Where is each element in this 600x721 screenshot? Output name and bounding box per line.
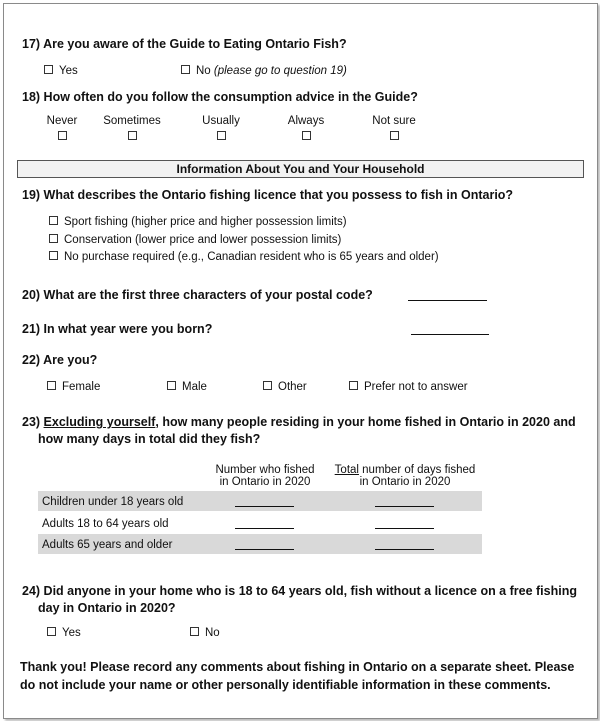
checkbox[interactable] bbox=[49, 234, 58, 243]
checkbox[interactable] bbox=[49, 216, 58, 225]
q20-question: 20) What are the first three characters of your postal code? bbox=[22, 288, 373, 302]
q18-option-sometimes[interactable]: Sometimes bbox=[97, 115, 167, 143]
q23-question-line2: how many days in total did they fish? bbox=[38, 432, 261, 446]
q23-emphasis: Excluding yourself bbox=[43, 415, 156, 429]
birth-year-field[interactable] bbox=[411, 334, 489, 335]
table-row-label-adults: Adults 18 to 64 years old bbox=[42, 518, 169, 530]
checkbox[interactable] bbox=[44, 65, 53, 74]
checkbox[interactable] bbox=[49, 251, 58, 260]
adults-count-field[interactable] bbox=[235, 528, 294, 529]
q19-question: 19) What describes the Ontario fishing licence that you possess to fish in Ontario? bbox=[22, 188, 514, 202]
q23-col-header-people: Number who fished in Ontario in 2020 bbox=[215, 464, 315, 488]
table-row-label-children: Children under 18 years old bbox=[42, 496, 184, 508]
q22-option-other[interactable]: Other bbox=[263, 381, 307, 393]
q24-question-line2: day in Ontario in 2020? bbox=[38, 601, 176, 615]
table-row-label-seniors: Adults 65 years and older bbox=[42, 539, 173, 551]
checkbox[interactable] bbox=[47, 381, 56, 390]
q24-question-line1: 24) Did anyone in your home who is 18 to 64 years old, fish without a licence on a free fishing bbox=[22, 584, 577, 598]
q17-question: 17) Are you aware of the Guide to Eating Ontario Fish? bbox=[22, 37, 347, 51]
q18-question: 18) How often do you follow the consumption advice in the Guide? bbox=[22, 90, 418, 104]
q22-option-prefer-not[interactable]: Prefer not to answer bbox=[349, 381, 468, 393]
q18-option-not-sure[interactable]: Not sure bbox=[362, 115, 426, 143]
checkbox[interactable] bbox=[349, 381, 358, 390]
q24-option-no[interactable]: No bbox=[190, 627, 220, 639]
closing-line1: Thank you! Please record any comments about fishing in Ontario on a separate sheet. Please bbox=[20, 660, 575, 674]
q18-option-usually[interactable]: Usually bbox=[191, 115, 251, 143]
section-header: Information About You and Your Household bbox=[17, 160, 584, 178]
checkbox[interactable] bbox=[390, 131, 399, 140]
children-days-field[interactable] bbox=[375, 506, 434, 507]
q24-option-yes[interactable]: Yes bbox=[47, 627, 81, 639]
adults-days-field[interactable] bbox=[375, 528, 434, 529]
checkbox[interactable] bbox=[47, 627, 56, 636]
q21-question: 21) In what year were you born? bbox=[22, 322, 213, 336]
checkbox[interactable] bbox=[167, 381, 176, 390]
q18-option-never[interactable]: Never bbox=[32, 115, 92, 143]
q22-option-female[interactable]: Female bbox=[47, 381, 100, 393]
checkbox[interactable] bbox=[128, 131, 137, 140]
seniors-days-field[interactable] bbox=[375, 549, 434, 550]
q22-question: 22) Are you? bbox=[22, 353, 98, 367]
q19-option-sport[interactable]: Sport fishing (higher price and higher possession limits) bbox=[49, 216, 347, 228]
checkbox[interactable] bbox=[58, 131, 67, 140]
q23-question-line1: 23) Excluding yourself, how many people residing in your home fished in Ontario in 2020 and bbox=[22, 415, 576, 429]
q23-col-header-days: Total number of days fished in Ontario in 2020 bbox=[334, 464, 476, 488]
q19-option-no-purchase[interactable]: No purchase required (e.g., Canadian resident who is 65 years and older) bbox=[49, 251, 439, 263]
checkbox[interactable] bbox=[181, 65, 190, 74]
postal-code-field[interactable] bbox=[408, 300, 487, 301]
closing-line2: do not include your name or other personally identifiable information in these comments. bbox=[20, 678, 551, 692]
checkbox[interactable] bbox=[302, 131, 311, 140]
children-count-field[interactable] bbox=[235, 506, 294, 507]
q22-option-male[interactable]: Male bbox=[167, 381, 207, 393]
seniors-count-field[interactable] bbox=[235, 549, 294, 550]
q17-no-note: (please go to question 19) bbox=[213, 65, 347, 77]
q19-option-conservation[interactable]: Conservation (lower price and lower possession limits) bbox=[49, 234, 341, 246]
checkbox[interactable] bbox=[217, 131, 226, 140]
checkbox[interactable] bbox=[190, 627, 199, 636]
q17-option-yes[interactable]: Yes bbox=[44, 65, 78, 77]
q18-option-always[interactable]: Always bbox=[276, 115, 336, 143]
checkbox[interactable] bbox=[263, 381, 272, 390]
q17-option-no[interactable]: No (please go to question 19) bbox=[181, 65, 347, 77]
